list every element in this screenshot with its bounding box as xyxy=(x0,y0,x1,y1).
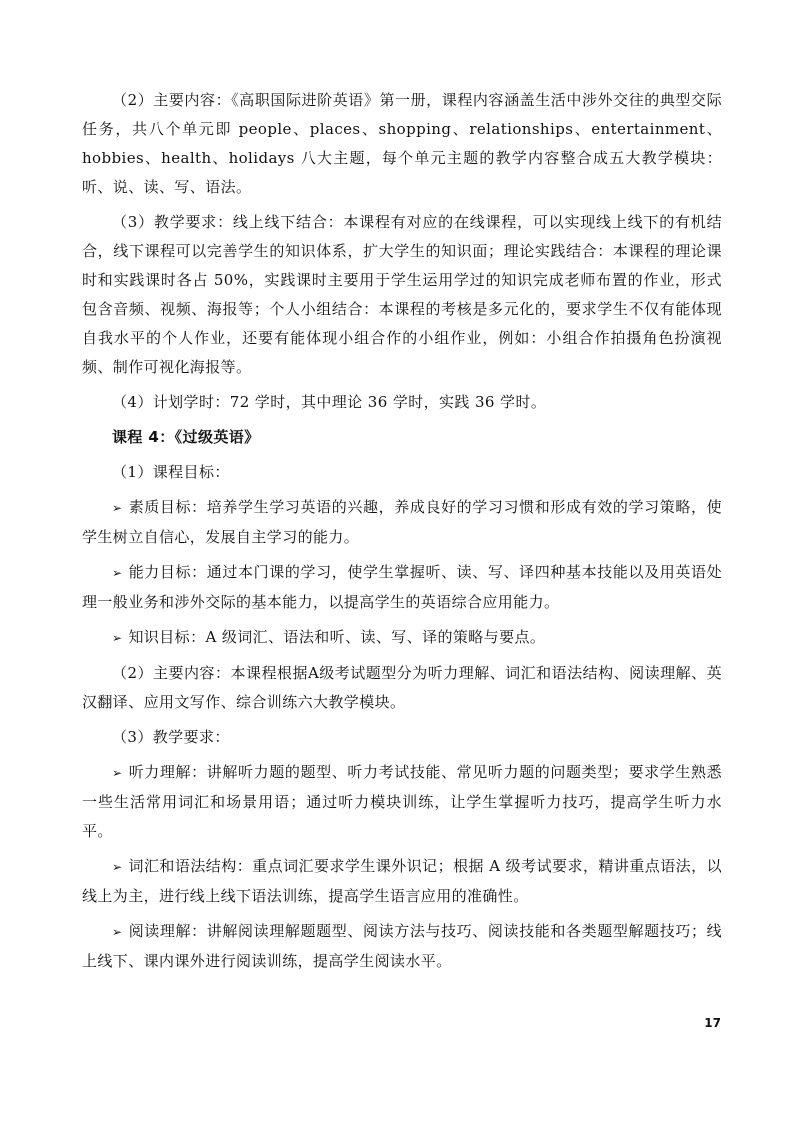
page-number: 17 xyxy=(704,1016,721,1030)
bullet-text: 听力理解：讲解听力题的题型、听力考试技能、常见听力题的问题类型；要求学生熟悉一些生活常用词汇和场景用语；通过听力模块训练，让学生掌握听力技巧，提高学生听力水平。 xyxy=(82,763,722,840)
bullet-knowledge-objective xyxy=(82,623,722,653)
arrowhead-icon: ➢ xyxy=(112,860,123,874)
bullet-ability-objective xyxy=(82,558,722,617)
bullet-text: 词汇和语法结构：重点词汇要求学生课外识记；根据 A 级考试要求，精讲重点语法，以线上为主，进行线上线下语法训练，提高学生语言应用的准确性。 xyxy=(82,857,722,905)
arrowhead-icon: ➢ xyxy=(112,766,123,780)
arrowhead-icon: ➢ xyxy=(112,925,123,939)
arrowhead-icon: ➢ xyxy=(112,566,123,580)
bullet-vocabulary-grammar xyxy=(82,852,722,911)
paragraph-teaching-requirements-2: （3）教学要求： xyxy=(112,728,230,746)
bullet-reading xyxy=(82,917,722,976)
paragraph-main-content: （2）主要内容：《高职国际进阶英语》第一册，课程内容涵盖生活中涉外交往的典型交际任务，共八个单元即 people、places、shopping、relationships、entertainment、hobbies、health、holidays 八大主题，每个单元主题的教学内容整合成五大教学模块：听、说、读、写、语法。 xyxy=(82,91,722,196)
bullet-text: 能力目标：通过本门课的学习，使学生掌握听、读、写、译四种基本技能以及用英语处理一般业务和涉外交际的基本能力，以提高学生的英语综合应用能力。 xyxy=(82,563,722,611)
bullet-quality-objective xyxy=(82,493,722,552)
paragraph-teaching-requirements: （3）教学要求：线上线下结合：本课程有对应的在线课程，可以实现线上线下的有机结合，线下课程可以完善学生的知识体系，扩大学生的知识面；理论实践结合：本课程的理论课时和实践课时各占 50%，实践课时主要用于学生运用学过的知识完成老师布置的作业，形式包含音频、视频、海报等；个人小组结合：本课程的考核是多元化的，要求学生不仅有能体现自我水平的个人作业，还要有能体现小组合作的小组作业，例如：小组合作拍摄角色扮演视频、制作可视化海报等。 xyxy=(82,213,722,376)
paragraph-main-content-2: （2）主要内容：本课程根据A级考试题型分为听力理解、词汇和语法结构、阅读理解、英汉翻译、应用文写作、综合训练六大教学模块。 xyxy=(82,664,722,711)
bullet-text: 知识目标：A 级词汇、语法和听、读、写、译的策略与要点。 xyxy=(128,628,546,646)
bullet-listening xyxy=(82,758,722,846)
arrowhead-icon: ➢ xyxy=(112,501,123,515)
document-body xyxy=(82,86,722,982)
paragraph-course-objectives: （1）课程目标： xyxy=(112,463,230,481)
paragraph-planned-hours: （4）计划学时：72 学时，其中理论 36 学时，实践 36 学时。 xyxy=(112,393,547,411)
bullet-text: 素质目标：培养学生学习英语的兴趣，养成良好的学习习惯和形成有效的学习策略，使学生树立自信心，发展自主学习的能力。 xyxy=(82,498,722,546)
arrowhead-icon: ➢ xyxy=(112,631,123,645)
bullet-text: 阅读理解：讲解阅读理解题题型、阅读方法与技巧、阅读技能和各类题型解题技巧；线上线下、课内课外进行阅读训练，提高学生阅读水平。 xyxy=(82,922,722,970)
course-4-heading: 课程 4：《过级英语》 xyxy=(112,428,260,446)
